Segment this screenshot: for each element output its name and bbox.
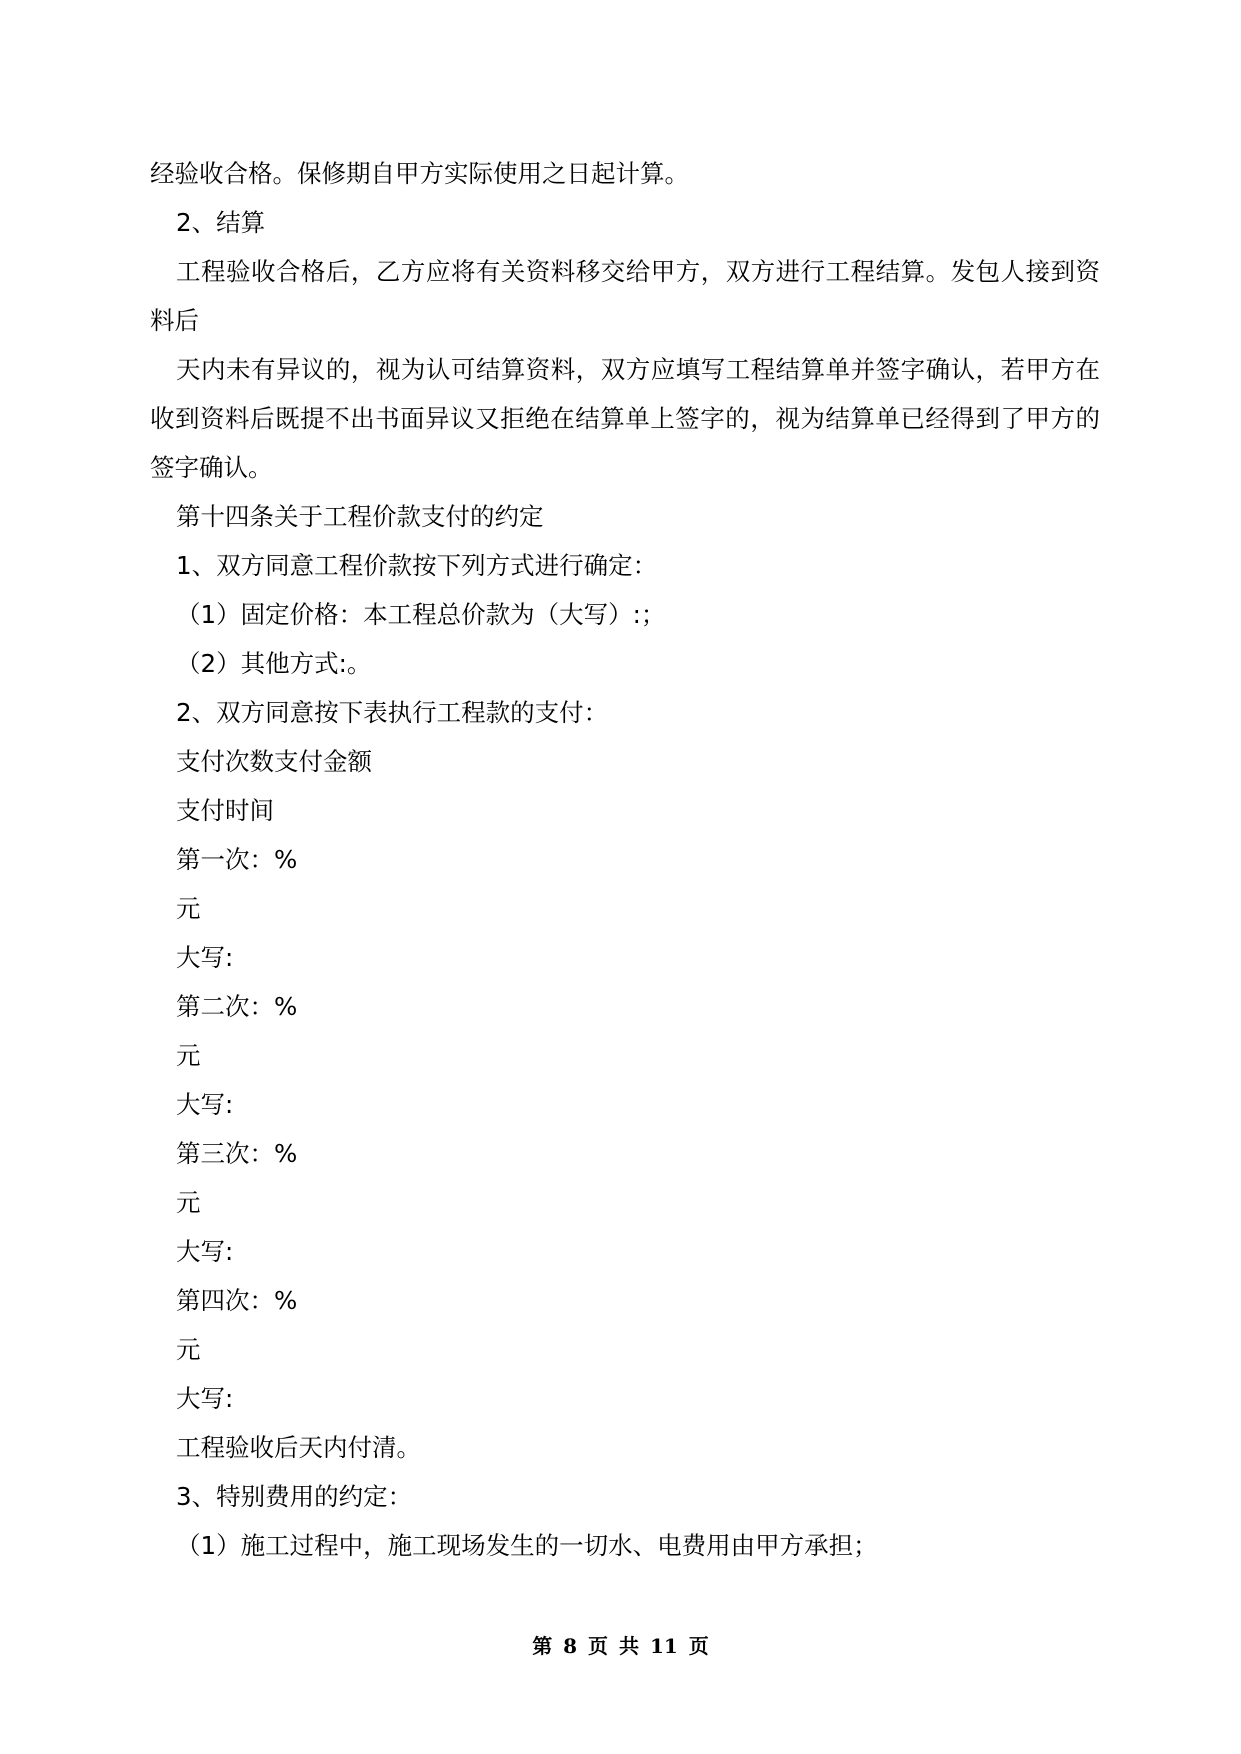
paragraph-settlement-handover: 工程验收合格后，乙方应将有关资料移交给甲方，双方进行工程结算。发包人接到资料后: [150, 257, 1100, 335]
payment-2-yuan: 元: [176, 1041, 201, 1070]
table-header-time: 支付时间: [176, 796, 274, 825]
footer-gong: 共: [619, 1634, 640, 1658]
payment-1-yuan: 元: [176, 894, 201, 923]
payment-2-uppercase: 大写:: [176, 1090, 234, 1119]
clause-payment-schedule: 2、双方同意按下表执行工程款的支付：: [176, 698, 609, 727]
payment-4-percent: 第四次：%: [176, 1286, 298, 1315]
payment-2-percent: 第二次：%: [176, 992, 298, 1021]
paragraph-settlement-confirmation: 天内未有异议的，视为认可结算资料，双方应填写工程结算单并签字确认，若甲方在收到资料后既提不出书面异议又拒绝在结算单上签字的，视为结算单已经得到了甲方的签字确认。: [150, 355, 1100, 482]
table-header-count-amount: 支付次数支付金额: [176, 747, 372, 776]
page-number-footer: [0, 1631, 1241, 1661]
clause-other-method: （2）其他方式:。: [176, 649, 372, 678]
document-body: [150, 149, 1100, 1570]
special-fees-item-1: （1）施工过程中，施工现场发生的一切水、电费用由甲方承担；: [176, 1531, 878, 1560]
payment-4-uppercase: 大写:: [176, 1384, 234, 1413]
footer-di: 第: [532, 1634, 553, 1658]
footer-ye: 页: [588, 1634, 609, 1658]
final-payment-clause: 工程验收后天内付清。: [176, 1433, 421, 1462]
heading-settlement: 2、结算: [176, 208, 266, 237]
article-14-heading: 第十四条关于工程价款支付的约定: [176, 502, 544, 531]
payment-4-yuan: 元: [176, 1335, 201, 1364]
footer-current-page: 8: [563, 1634, 578, 1658]
clause-fixed-price: （1）固定价格：本工程总价款为（大写）:；: [176, 600, 666, 629]
payment-1-uppercase: 大写:: [176, 943, 234, 972]
footer-ye-end: 页: [688, 1634, 709, 1658]
clause-price-determination: 1、双方同意工程价款按下列方式进行确定：: [176, 551, 658, 580]
payment-3-percent: 第三次：%: [176, 1139, 298, 1168]
special-fees-heading: 3、特别费用的约定：: [176, 1482, 413, 1511]
footer-total-pages: 11: [649, 1634, 678, 1658]
paragraph-warranty-end: 经验收合格。保修期自甲方实际使用之日起计算。: [150, 159, 689, 188]
payment-1-percent: 第一次：%: [176, 845, 298, 874]
payment-3-uppercase: 大写:: [176, 1237, 234, 1266]
payment-3-yuan: 元: [176, 1188, 201, 1217]
